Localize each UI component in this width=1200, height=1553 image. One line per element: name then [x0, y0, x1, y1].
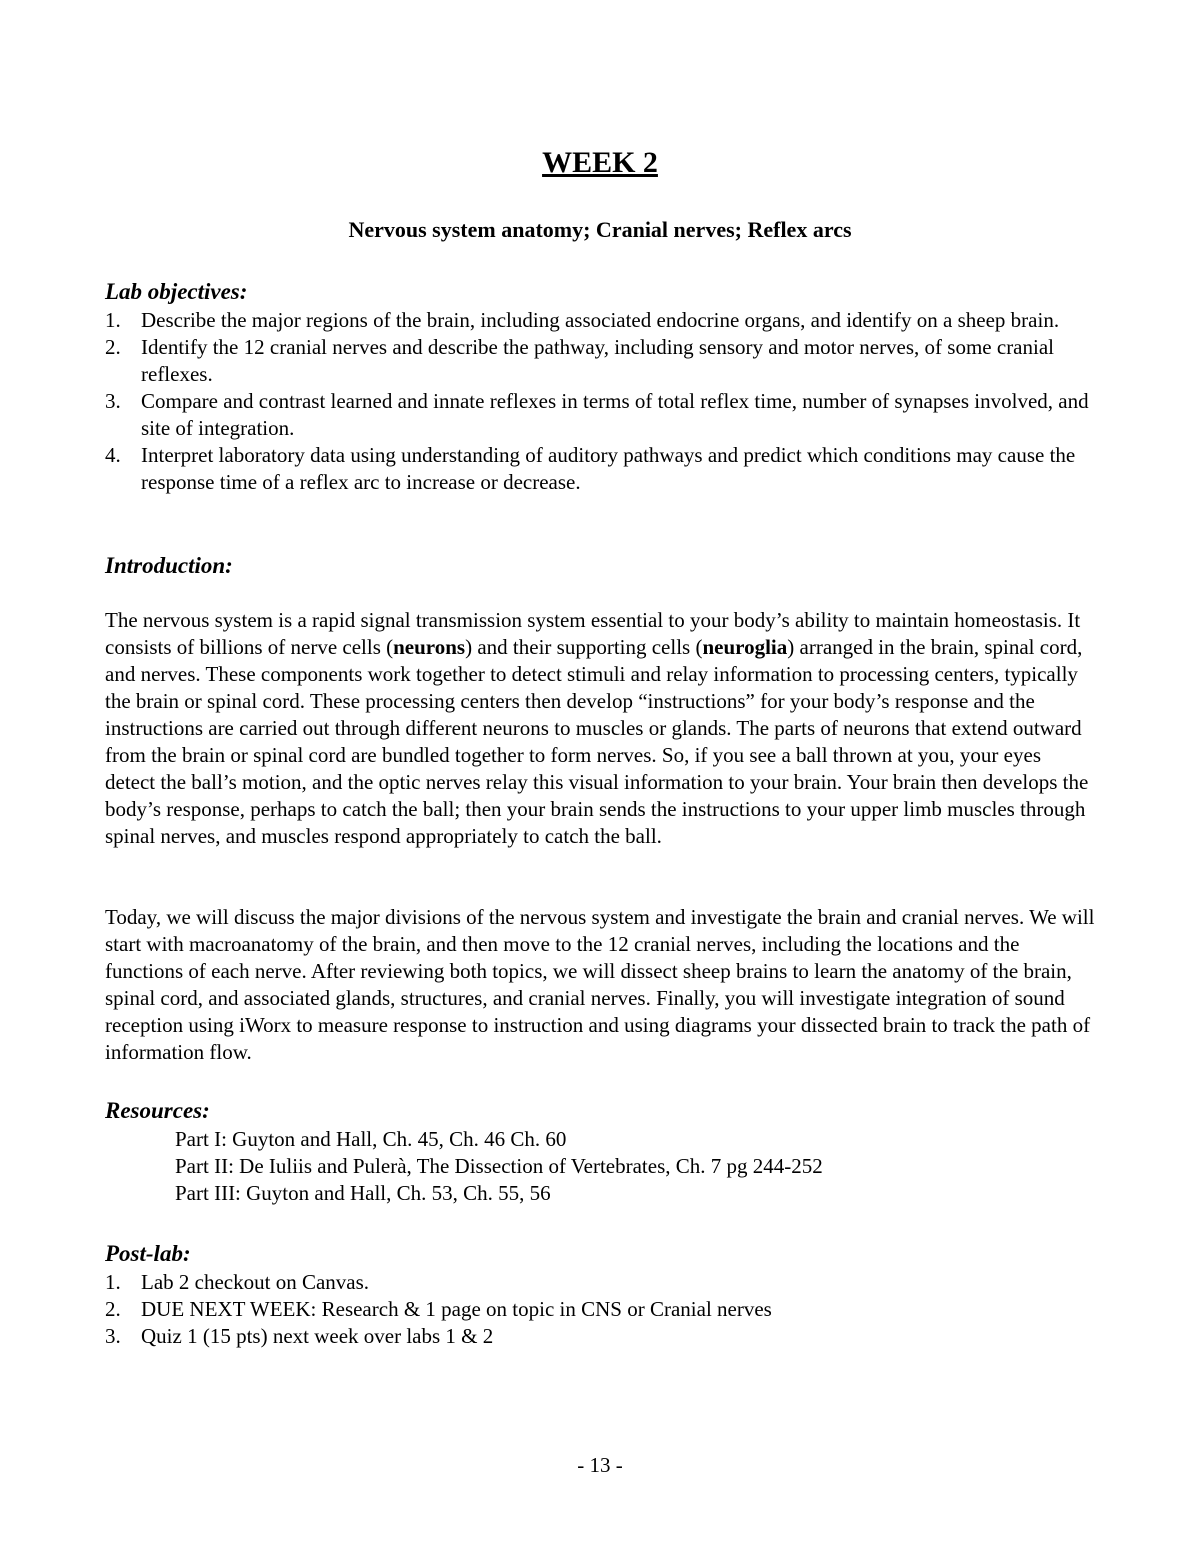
- lab-objectives-heading: Lab objectives:: [105, 279, 248, 304]
- resources-list: [175, 1126, 1095, 1207]
- list-item-text: DUE NEXT WEEK: Research & 1 page on topic in CNS or Cranial nerves: [141, 1297, 772, 1321]
- list-item: [105, 334, 1095, 388]
- lab-objectives-list: [105, 307, 1095, 496]
- list-item: [105, 1323, 1095, 1350]
- list-item: [105, 307, 1095, 334]
- list-item: [105, 442, 1095, 496]
- list-item: [105, 1269, 1095, 1296]
- week-title: WEEK 2: [542, 146, 658, 179]
- list-item: [105, 388, 1095, 442]
- list-item-number: 1.: [105, 1270, 121, 1294]
- introduction-paragraph-1: [105, 607, 1095, 850]
- list-item-text: Interpret laboratory data using understanding of auditory pathways and predict which conditions may cause the response time of a reflex arc to increase or decrease.: [141, 443, 1076, 494]
- list-item-text: Identify the 12 cranial nerves and describe the pathway, including sensory and motor nerves, of some cranial reflexes.: [141, 335, 1054, 386]
- list-item-text: Lab 2 checkout on Canvas.: [141, 1270, 370, 1294]
- post-lab-list: [105, 1269, 1095, 1350]
- resource-item: Part II: De Iuliis and Pulerà, The Dissection of Vertebrates, Ch. 7 pg 244-252: [175, 1154, 823, 1178]
- introduction-paragraph-2: Today, we will discuss the major divisions of the nervous system and investigate the brain and cranial nerves. We will start with macroanatomy of the brain, and then move to the 12 cranial nerves, including the locations and the functions of each nerve. After reviewing both topics, we will dissect sheep brains to learn the anatomy of the brain, spinal cord, and associated glands, structures, and cranial nerves. Finally, you will investigate integration of sound reception using iWorx to measure response to instruction and using diagrams your dissected brain to track the path of information flow.: [105, 905, 1095, 1064]
- list-item-number: 3.: [105, 389, 121, 413]
- bold-term-neurons: neurons: [393, 635, 466, 659]
- introduction-heading: Introduction:: [105, 553, 233, 578]
- paragraph-text: ) arranged in the brain, spinal cord, and nerves. These components work together to detect stimuli and relay information to processing centers, typically the brain or spinal cord. These processing centers then develop “instructions” for your body’s response and the instructions are carried out through different neurons to muscles or glands. The parts of neurons that extend outward from the brain or spinal cord are bundled together to form nerves. So, if you see a ball thrown at you, your eyes detect the ball’s motion, and the optic nerves relay this visual information to your brain. Your brain then develops the body’s response, perhaps to catch the ball; then your brain sends the instructions to your upper limb muscles through spinal nerves, and muscles respond appropriately to catch the ball.: [105, 635, 1089, 848]
- list-item-number: 2.: [105, 1297, 121, 1321]
- resources-heading: Resources:: [105, 1098, 210, 1123]
- list-item-number: 2.: [105, 335, 121, 359]
- resource-item: Part III: Guyton and Hall, Ch. 53, Ch. 55, 56: [175, 1181, 551, 1205]
- bold-term-neuroglia: neuroglia: [702, 635, 788, 659]
- list-item-text: Compare and contrast learned and innate reflexes in terms of total reflex time, number of synapses involved, and site of integration.: [141, 389, 1089, 440]
- post-lab-heading: Post-lab:: [105, 1241, 191, 1266]
- page-subtitle: Nervous system anatomy; Cranial nerves; Reflex arcs: [348, 217, 852, 242]
- list-item: [105, 1296, 1095, 1323]
- paragraph-text: The nervous system is a rapid signal transmission system essential to your body’s ability to maintain homeostasis. It consists of billions of nerve cells (: [105, 608, 1081, 659]
- paragraph-text: ) and their supporting cells (: [465, 635, 703, 659]
- resource-item: Part I: Guyton and Hall, Ch. 45, Ch. 46 Ch. 60: [175, 1127, 567, 1151]
- list-item-text: Quiz 1 (15 pts) next week over labs 1 & 2: [141, 1324, 494, 1348]
- page-number: - 13 -: [577, 1453, 623, 1477]
- list-item-text: Describe the major regions of the brain, including associated endocrine organs, and identify on a sheep brain.: [141, 308, 1060, 332]
- list-item-number: 4.: [105, 443, 121, 467]
- list-item-number: 3.: [105, 1324, 121, 1348]
- list-item-number: 1.: [105, 308, 121, 332]
